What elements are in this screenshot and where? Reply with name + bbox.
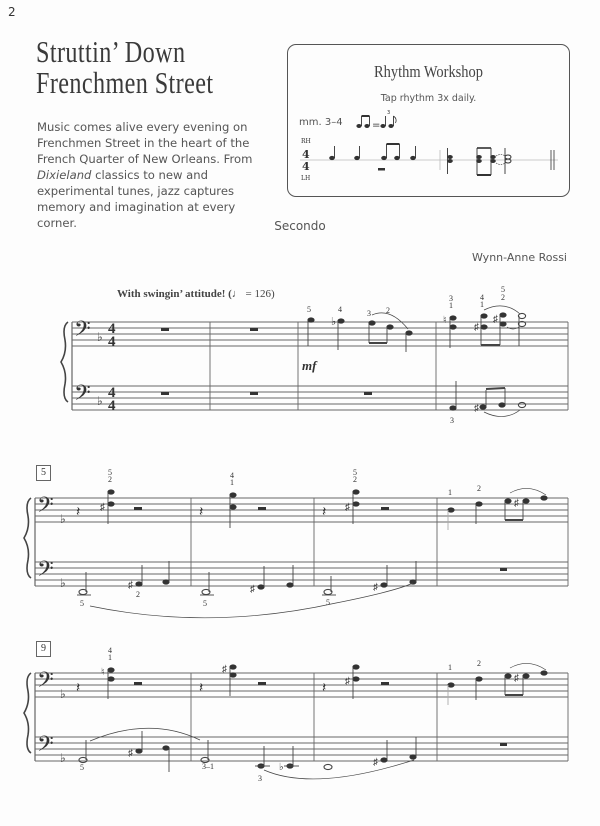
svg-text:♯: ♯ (474, 322, 479, 333)
rhythm-instruction: Tap rhythm 3x daily. (380, 93, 477, 104)
svg-text:♯: ♯ (128, 580, 133, 591)
rhythm-notation (287, 44, 570, 197)
svg-text:4: 4 (480, 293, 484, 302)
svg-text:2: 2 (108, 475, 112, 484)
lh-label: LH (301, 175, 311, 182)
svg-text:♯: ♯ (250, 584, 255, 595)
svg-text:♯: ♯ (100, 502, 105, 513)
svg-text:3: 3 (450, 416, 454, 425)
svg-text:2: 2 (477, 659, 481, 668)
svg-text:5: 5 (353, 468, 357, 477)
bass-clef-icon: 𝄢 (74, 317, 91, 346)
svg-text:♯: ♯ (474, 403, 479, 414)
svg-text:4: 4 (108, 398, 116, 414)
svg-text:𝄽: 𝄽 (76, 681, 81, 696)
svg-text:4: 4 (230, 471, 234, 480)
svg-text:1: 1 (449, 301, 453, 310)
svg-text:4: 4 (338, 305, 342, 314)
bass-clef-icon: 𝄢 (74, 381, 91, 410)
swing-equivalence-icon (356, 110, 396, 131)
svg-text:2: 2 (386, 306, 390, 315)
svg-text:3: 3 (387, 110, 391, 116)
title-line-2: Frenchmen Street (36, 65, 214, 100)
svg-text:♯: ♯ (345, 676, 350, 687)
svg-text:𝄢: 𝄢 (37, 732, 54, 761)
svg-text:♯: ♯ (514, 673, 519, 684)
svg-text:3–1: 3–1 (202, 762, 214, 771)
measure-number-9: 9 (36, 641, 51, 657)
intro-paragraph (37, 119, 277, 231)
svg-text:♭: ♭ (60, 687, 66, 701)
svg-text:♯: ♯ (514, 498, 519, 509)
svg-text:𝄽: 𝄽 (199, 505, 204, 520)
rhythm-workshop-title: Rhythm Workshop (374, 62, 483, 81)
svg-text:♮: ♮ (101, 667, 105, 678)
rhythm-workshop-box (287, 44, 570, 197)
svg-text:2: 2 (353, 475, 357, 484)
svg-text:♭: ♭ (60, 751, 66, 765)
intro-text-1: Music comes alive every evening on Frenchmen Street in the heart of the French Quarter of New Orleans. From (37, 120, 253, 166)
svg-text:♭: ♭ (279, 762, 284, 773)
quarter-rest-icon: 𝄽 (76, 505, 81, 520)
system-3 (24, 646, 568, 783)
tempo-marking (117, 288, 275, 300)
svg-text:3: 3 (367, 309, 371, 318)
page-number: 2 (8, 5, 16, 19)
svg-text:5: 5 (501, 285, 505, 294)
svg-text:4: 4 (302, 160, 310, 173)
rh-label: RH (301, 138, 311, 145)
system-2 (24, 468, 568, 618)
bass-clef-icon: 𝄢 (37, 493, 54, 522)
composer-name: Wynn-Anne Rossi (472, 251, 567, 264)
svg-text:2: 2 (477, 484, 481, 493)
flat-icon: ♭ (97, 330, 103, 344)
svg-text:♭: ♭ (331, 316, 337, 328)
measures-label: mm. 3–4 (299, 117, 343, 128)
svg-text:5: 5 (80, 763, 84, 772)
bass-clef-icon: 𝄢 (37, 557, 54, 586)
svg-text:3: 3 (449, 294, 453, 303)
svg-text:𝄽: 𝄽 (199, 681, 204, 696)
svg-text:𝄽: 𝄽 (322, 681, 327, 696)
svg-text:2: 2 (501, 293, 505, 302)
svg-text:♯: ♯ (373, 582, 378, 593)
flat-icon: ♭ (97, 394, 103, 408)
svg-text:4: 4 (108, 334, 116, 350)
svg-text:𝄽: 𝄽 (322, 505, 327, 520)
svg-text:♯: ♯ (373, 757, 378, 768)
svg-text:5: 5 (203, 599, 207, 608)
tempo-value: ♩ = 126) (231, 288, 275, 300)
svg-text:♯: ♯ (493, 314, 498, 325)
svg-text:5: 5 (326, 598, 330, 607)
svg-text:4: 4 (108, 385, 116, 401)
svg-text:1: 1 (230, 478, 234, 487)
intro-text-2: classics to new and experimental tunes, jazz captures memory and imagination at every corner. (37, 168, 236, 230)
svg-text:4: 4 (302, 148, 310, 161)
system-1 (61, 285, 568, 425)
svg-text:♭: ♭ (60, 512, 66, 526)
title-line-1: Struttin’ Down (36, 34, 186, 69)
svg-text:2: 2 (136, 590, 140, 599)
svg-text:5: 5 (108, 468, 112, 477)
svg-text:1: 1 (108, 653, 112, 662)
svg-text:4: 4 (108, 321, 116, 337)
svg-text:♯: ♯ (222, 664, 227, 675)
dynamic-mf: mf (302, 358, 317, 373)
svg-text:♭: ♭ (60, 576, 66, 590)
svg-text:5: 5 (80, 599, 84, 608)
svg-text:♯: ♯ (128, 748, 133, 759)
svg-text:𝄢: 𝄢 (37, 668, 54, 697)
tempo-text: With swingin’ attitude! ( (117, 288, 232, 300)
intro-italic-term: Dixieland (37, 168, 92, 182)
svg-text:3: 3 (258, 774, 262, 783)
piece-title (36, 36, 213, 98)
svg-text:1: 1 (480, 300, 484, 309)
svg-text:1: 1 (448, 663, 452, 672)
part-label: Secondo (274, 219, 326, 233)
svg-text:1: 1 (448, 488, 452, 497)
measure-number-5: 5 (36, 465, 51, 481)
svg-text:=: = (372, 120, 381, 131)
svg-text:5: 5 (307, 305, 311, 314)
svg-text:♯: ♯ (345, 502, 350, 513)
svg-text:♮: ♮ (443, 315, 447, 326)
svg-text:4: 4 (108, 646, 112, 655)
